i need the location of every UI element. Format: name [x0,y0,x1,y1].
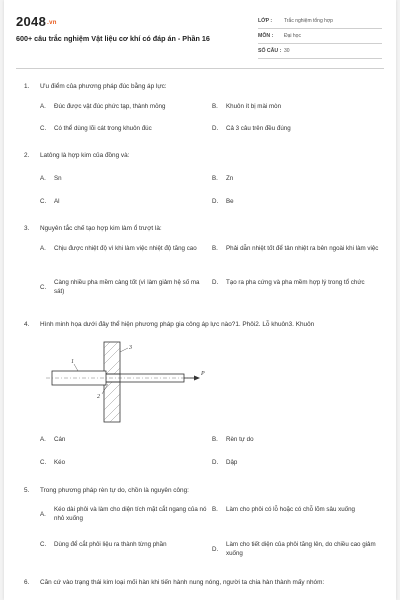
option-5b[interactable] [212,505,380,514]
option-text: Tạo ra pha cứng và pha mềm hợp lý trong tổ chức [226,279,365,286]
document-header [4,0,396,64]
die-upper [104,342,120,374]
option-text: Cán [54,436,66,443]
option-1c[interactable] [40,124,210,133]
option-1a[interactable] [40,102,210,111]
option-text: Kéo dài phôi và làm cho diện tích mặt cắt ngang của nó nhỏ xuống [54,506,207,522]
option-1b[interactable] [212,102,380,111]
option-text: Dùng để cắt phôi liệu ra thành từng phần [54,541,167,548]
meta-value: Trắc nghiệm tổng hợp [284,18,333,24]
document-page [4,0,396,600]
question-1 [24,82,167,91]
question-text: Hình minh họa dưới đây thể hiện phương pháp gia công áp lực nào?1. Phôi2. Lỗ khuôn3. Khuôn [40,321,315,328]
option-3c[interactable] [40,278,210,296]
question-3 [24,224,162,233]
option-3b[interactable] [212,244,380,253]
question-text: Ưu điểm của phương pháp đúc bằng áp lực: [40,83,167,90]
option-letter: A. [40,510,46,518]
option-letter: C. [40,125,47,132]
option-letter: C. [40,541,47,548]
meta-value: 30 [284,48,290,54]
drawing-die-diagram [44,338,214,428]
meta-key: LỚP : [258,18,273,24]
option-letter: C. [40,198,47,205]
option-letter: C. [40,283,47,291]
label-2: 2 [97,394,100,400]
option-letter: D. [212,198,219,205]
question-4 [24,320,314,329]
option-5c[interactable] [40,540,210,549]
question-number: 3. [24,225,30,232]
option-letter: B. [212,175,218,182]
site-logo[interactable]: 2048.vn [16,14,57,29]
option-text: Sn [54,175,62,182]
option-letter: B. [212,436,218,443]
option-text: Làm cho phôi có lỗ hoặc có chỗ lõm sâu xuống [226,506,355,513]
option-1d[interactable] [212,124,380,133]
option-text: Be [226,198,234,205]
option-4b[interactable] [212,435,380,444]
option-text: Kéo [54,459,66,466]
option-text: Phải dẫn nhiệt tốt để tản nhiệt ra bên ngoài khi làm việc [226,245,379,252]
question-text: Căn cứ vào trạng thái kim loại mối hàn khi tiến hành nung nóng, người ta chia hàn thành mấy nhóm: [40,579,325,586]
header-divider [16,68,384,69]
question-number: 1. [24,83,30,90]
option-text: Dập [226,459,238,466]
option-letter: D. [212,459,219,466]
option-letter: A. [40,175,46,182]
option-text: Al [54,198,60,205]
meta-key: MÔN : [258,33,274,39]
option-letter: A. [40,436,46,443]
question-5 [24,486,189,495]
option-letter: B. [212,245,218,252]
option-letter: B. [212,103,218,110]
option-2c[interactable] [40,197,210,206]
meta-row-class [258,14,382,29]
question-6 [24,578,374,587]
question-text: Nguyên tắc chế tạo hợp kim làm ổ trượt là: [40,225,162,232]
option-letter: A. [40,245,46,252]
option-text: Càng nhiều pha mềm càng tốt (vì làm giảm hệ số ma sát) [54,279,200,295]
option-text: Làm cho tiết diện của phôi tăng lên, do chiều cao giảm xuống [226,541,376,557]
question-text: Latông là hợp kim của đồng và: [40,152,130,159]
option-4a[interactable] [40,435,210,444]
option-letter: D. [212,279,219,286]
option-3a[interactable] [40,244,210,253]
option-5a[interactable] [40,505,210,523]
question-number: 4. [24,321,30,328]
question-number: 6. [24,579,30,586]
option-text: Zn [226,175,234,182]
option-text: Cả 3 câu trên đều đúng [226,125,291,132]
meta-row-count [258,44,382,59]
meta-key: SỐ CÂU : [258,48,282,54]
option-2b[interactable] [212,174,380,183]
option-2d[interactable] [212,197,380,206]
option-2a[interactable] [40,174,210,183]
question-text: Trong phương pháp rèn tự do, chồn là nguyên công: [40,487,189,494]
meta-box [258,14,382,59]
label-1: 1 [71,359,74,365]
option-text: Đúc được vật đúc phức tạp, thành mỏng [54,103,166,110]
option-4d[interactable] [212,458,380,467]
option-5d[interactable] [212,540,380,558]
label-p: P [201,371,205,377]
option-text: Khuôn ít bị mài mòn [226,103,282,110]
meta-row-subject [258,29,382,44]
question-2 [24,151,129,160]
option-letter: D. [212,125,219,132]
option-text: Rèn tự do [226,436,254,443]
question-number: 5. [24,487,30,494]
meta-value: Đại học [284,33,301,39]
option-3d[interactable] [212,278,380,287]
option-letter: D. [212,545,219,553]
option-letter: C. [40,459,47,466]
option-4c[interactable] [40,458,210,467]
option-text: Chịu được nhiệt độ vì khi làm việc nhiệt độ tăng cao [54,245,197,252]
question-number: 2. [24,152,30,159]
option-text: Có thể dùng lõi cát trong khuôn đúc [54,125,152,132]
option-letter: B. [212,506,218,513]
label-3: 3 [129,345,132,351]
option-letter: A. [40,103,46,110]
document-title: 600+ câu trắc nghiệm Vật liệu cơ khí có đáp án - Phần 16 [16,34,210,43]
